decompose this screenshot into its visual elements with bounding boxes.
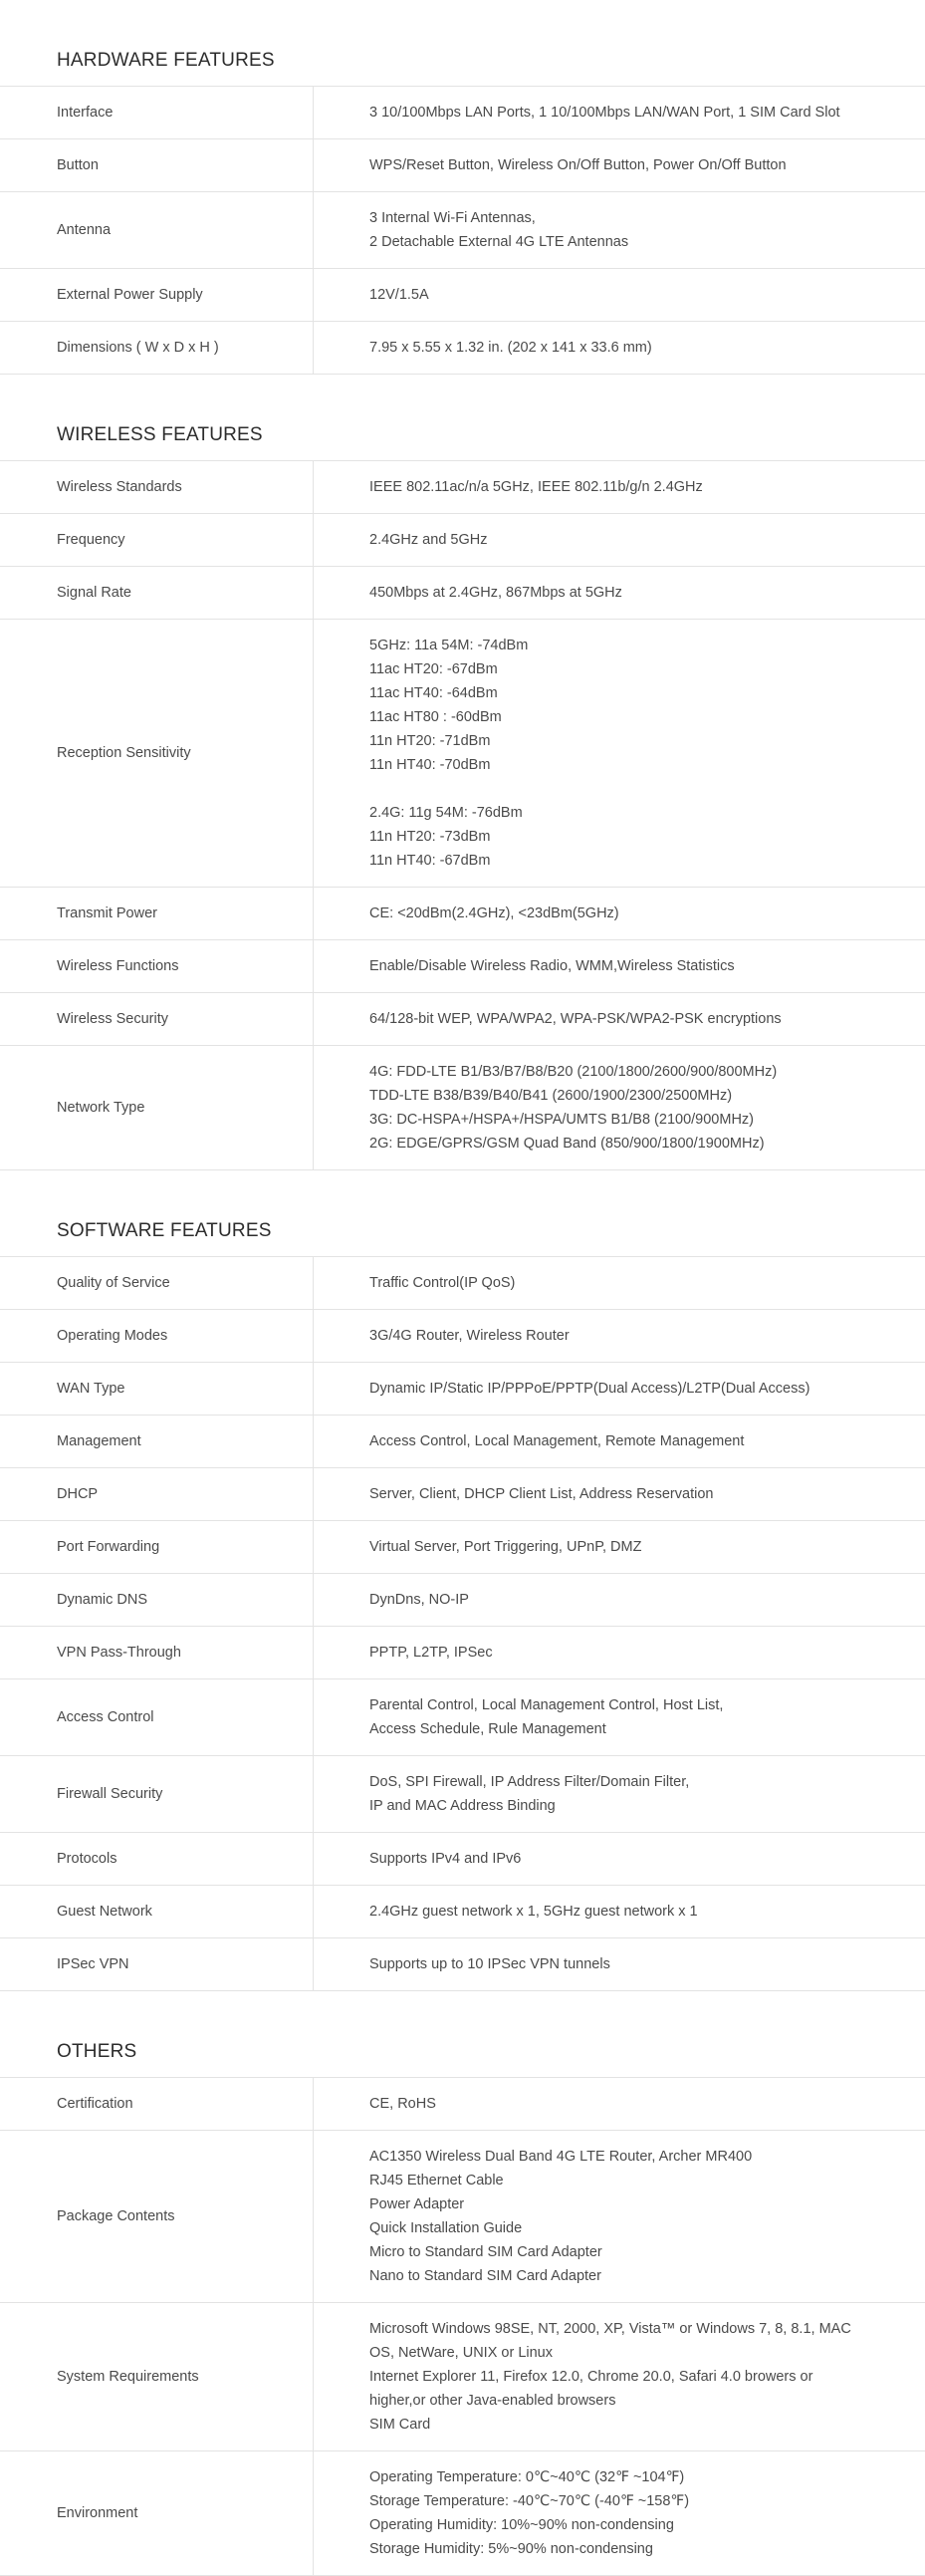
spec-row: [0, 1574, 925, 1627]
spec-value: [314, 620, 925, 887]
spec-value-line: DynDns, NO-IP: [369, 1592, 469, 1608]
spec-value-line: AC1350 Wireless Dual Band 4G LTE Router, Archer MR400: [369, 2149, 753, 2165]
spec-label: DHCP: [0, 1468, 314, 1520]
spec-value-line: Internet Explorer 11, Firefox 12.0, Chrome 20.0, Safari 4.0 browers or: [369, 2369, 813, 2385]
spec-label: Management: [0, 1416, 314, 1467]
spec-row: [0, 139, 925, 192]
spec-value-line: 3 10/100Mbps LAN Ports, 1 10/100Mbps LAN/WAN Port, 1 SIM Card Slot: [369, 105, 840, 121]
spec-value-line: Operating Humidity: 10%~90% non-condensing: [369, 2517, 674, 2533]
spec-value: [314, 2131, 925, 2302]
spec-row: [0, 269, 925, 322]
spec-value-line: Supports IPv4 and IPv6: [369, 1851, 522, 1867]
spec-value: [314, 940, 925, 992]
spec-value-line: 11n HT40: -70dBm: [369, 757, 491, 773]
section-title: HARDWARE FEATURES: [0, 0, 925, 87]
spec-label: IPSec VPN: [0, 1938, 314, 1990]
spec-row: [0, 514, 925, 567]
spec-row: [0, 2451, 925, 2576]
spec-label: Port Forwarding: [0, 1521, 314, 1573]
spec-value: [314, 1257, 925, 1309]
spec-label: Wireless Standards: [0, 461, 314, 513]
spec-value-line: Enable/Disable Wireless Radio, WMM,Wireless Statistics: [369, 958, 735, 974]
spec-value-line: 11ac HT40: -64dBm: [369, 685, 498, 701]
spec-label: Quality of Service: [0, 1257, 314, 1309]
spec-value: [314, 1679, 925, 1755]
spec-value-line: 450Mbps at 2.4GHz, 867Mbps at 5GHz: [369, 585, 622, 601]
spec-row: [0, 1416, 925, 1468]
spec-value-line: 12V/1.5A: [369, 287, 429, 303]
spec-value-line: WPS/Reset Button, Wireless On/Off Button, Power On/Off Button: [369, 157, 787, 173]
spec-value-line: 11n HT20: -71dBm: [369, 733, 491, 749]
spec-value-line: 3G: DC-HSPA+/HSPA+/HSPA/UMTS B1/B8 (2100/900MHz): [369, 1112, 754, 1128]
spec-value: [314, 1521, 925, 1573]
spec-value: [314, 1938, 925, 1990]
spec-value: [314, 1756, 925, 1832]
spec-label: Certification: [0, 2078, 314, 2130]
spec-value-line: Micro to Standard SIM Card Adapter: [369, 2244, 602, 2260]
spec-value-line: Server, Client, DHCP Client List, Address Reservation: [369, 1486, 714, 1502]
spec-value: [314, 192, 925, 268]
spec-value-line: Dynamic IP/Static IP/PPPoE/PPTP(Dual Access)/L2TP(Dual Access): [369, 1381, 810, 1397]
spec-row: [0, 192, 925, 269]
spec-label: Operating Modes: [0, 1310, 314, 1362]
spec-label: Dynamic DNS: [0, 1574, 314, 1626]
spec-row: [0, 2303, 925, 2451]
spec-section: [0, 0, 925, 375]
spec-label: Wireless Security: [0, 993, 314, 1045]
spec-label: Frequency: [0, 514, 314, 566]
spec-row: [0, 1833, 925, 1886]
spec-row: [0, 1046, 925, 1170]
spec-value-line: 11ac HT80 : -60dBm: [369, 709, 502, 725]
spec-value-line: 7.95 x 5.55 x 1.32 in. (202 x 141 x 33.6 mm): [369, 340, 652, 356]
spec-value: [314, 1310, 925, 1362]
spec-value-line: RJ45 Ethernet Cable: [369, 2173, 504, 2189]
spec-value-line: CE: <20dBm(2.4GHz), <23dBm(5GHz): [369, 905, 619, 921]
spec-section: [0, 375, 925, 1170]
spec-value: [314, 1627, 925, 1678]
spec-label: Access Control: [0, 1679, 314, 1755]
spec-row: [0, 1363, 925, 1416]
spec-value: [314, 139, 925, 191]
spec-value-line: IEEE 802.11ac/n/a 5GHz, IEEE 802.11b/g/n 2.4GHz: [369, 479, 703, 495]
spec-label: VPN Pass-Through: [0, 1627, 314, 1678]
spec-value-line: 2.4GHz guest network x 1, 5GHz guest network x 1: [369, 1904, 698, 1920]
spec-value-line: Quick Installation Guide: [369, 2220, 523, 2236]
spec-row: [0, 940, 925, 993]
spec-section: [0, 1991, 925, 2576]
spec-value-line: 11ac HT20: -67dBm: [369, 661, 498, 677]
spec-table: [0, 461, 925, 1170]
spec-value-line: 64/128-bit WEP, WPA/WPA2, WPA-PSK/WPA2-PSK encryptions: [369, 1011, 782, 1027]
spec-value-line: PPTP, L2TP, IPSec: [369, 1645, 493, 1661]
spec-value-line: 5GHz: 11a 54M: -74dBm: [369, 638, 529, 653]
spec-value-line: IP and MAC Address Binding: [369, 1798, 556, 1814]
spec-row: [0, 2131, 925, 2303]
spec-value: [314, 1468, 925, 1520]
spec-value: [314, 269, 925, 321]
spec-value-line: [369, 777, 905, 801]
spec-value: [314, 461, 925, 513]
spec-table: [0, 1257, 925, 1991]
spec-row: [0, 1468, 925, 1521]
spec-value: [314, 1574, 925, 1626]
spec-value-line: 3 Internal Wi-Fi Antennas,: [369, 210, 536, 226]
spec-value-line: 3G/4G Router, Wireless Router: [369, 1328, 570, 1344]
spec-label: Dimensions ( W x D x H ): [0, 322, 314, 374]
spec-row: [0, 1310, 925, 1363]
section-title: OTHERS: [0, 1991, 925, 2078]
spec-label: Antenna: [0, 192, 314, 268]
spec-row: [0, 620, 925, 888]
spec-value: [314, 1416, 925, 1467]
spec-value: [314, 87, 925, 138]
spec-value: [314, 1886, 925, 1937]
spec-value-line: Access Control, Local Management, Remote Management: [369, 1433, 745, 1449]
spec-table: [0, 87, 925, 375]
spec-value-line: TDD-LTE B38/B39/B40/B41 (2600/1900/2300/2500MHz): [369, 1088, 733, 1104]
spec-value-line: 2.4GHz and 5GHz: [369, 532, 488, 548]
spec-value-line: Microsoft Windows 98SE, NT, 2000, XP, Vista™ or Windows 7, 8, 8.1, MAC: [369, 2321, 851, 2337]
spec-value: [314, 993, 925, 1045]
spec-value: [314, 1833, 925, 1885]
spec-value: [314, 2451, 925, 2575]
section-title: SOFTWARE FEATURES: [0, 1170, 925, 1257]
spec-row: [0, 461, 925, 514]
spec-label: Reception Sensitivity: [0, 620, 314, 887]
spec-table: [0, 2078, 925, 2576]
spec-value-line: SIM Card: [369, 2417, 431, 2433]
spec-value-line: higher,or other Java-enabled browsers: [369, 2393, 616, 2409]
spec-row: [0, 322, 925, 375]
spec-label: External Power Supply: [0, 269, 314, 321]
spec-row: [0, 888, 925, 940]
spec-value: [314, 514, 925, 566]
spec-label: Protocols: [0, 1833, 314, 1885]
spec-label: Network Type: [0, 1046, 314, 1169]
spec-value-line: Traffic Control(IP QoS): [369, 1275, 516, 1291]
spec-value-line: Storage Humidity: 5%~90% non-condensing: [369, 2541, 653, 2557]
spec-label: WAN Type: [0, 1363, 314, 1415]
spec-row: [0, 1521, 925, 1574]
spec-label: Transmit Power: [0, 888, 314, 939]
spec-row: [0, 1257, 925, 1310]
spec-label: Firewall Security: [0, 1756, 314, 1832]
spec-row: [0, 993, 925, 1046]
spec-value-line: Virtual Server, Port Triggering, UPnP, DMZ: [369, 1539, 642, 1555]
spec-row: [0, 2078, 925, 2131]
spec-value: [314, 322, 925, 374]
spec-label: System Requirements: [0, 2303, 314, 2450]
spec-row: [0, 1679, 925, 1756]
spec-value-line: 4G: FDD-LTE B1/B3/B7/B8/B20 (2100/1800/2600/900/800MHz): [369, 1064, 778, 1080]
spec-value-line: Nano to Standard SIM Card Adapter: [369, 2268, 601, 2284]
spec-value-line: 2 Detachable External 4G LTE Antennas: [369, 234, 629, 250]
spec-label: Environment: [0, 2451, 314, 2575]
spec-value-line: 11n HT20: -73dBm: [369, 829, 491, 845]
spec-row: [0, 567, 925, 620]
spec-value-line: DoS, SPI Firewall, IP Address Filter/Domain Filter,: [369, 1774, 690, 1790]
section-title: WIRELESS FEATURES: [0, 375, 925, 461]
spec-section: [0, 1170, 925, 1991]
spec-label: Interface: [0, 87, 314, 138]
spec-value-line: CE, RoHS: [369, 2096, 436, 2112]
spec-label: Signal Rate: [0, 567, 314, 619]
spec-value: [314, 1046, 925, 1169]
spec-row: [0, 1756, 925, 1833]
spec-value-line: Access Schedule, Rule Management: [369, 1721, 606, 1737]
spec-label: Package Contents: [0, 2131, 314, 2302]
spec-value-line: Power Adapter: [369, 2196, 465, 2212]
spec-value: [314, 1363, 925, 1415]
spec-value-line: OS, NetWare, UNIX or Linux: [369, 2345, 553, 2361]
spec-value-line: 11n HT40: -67dBm: [369, 853, 491, 869]
spec-label: Guest Network: [0, 1886, 314, 1937]
spec-value-line: Storage Temperature: -40℃~70℃ (-40℉ ~158℉): [369, 2493, 690, 2509]
spec-row: [0, 87, 925, 139]
spec-value-line: 2.4G: 11g 54M: -76dBm: [369, 805, 523, 821]
spec-value-line: Parental Control, Local Management Control, Host List,: [369, 1697, 724, 1713]
spec-value: [314, 2303, 925, 2450]
spec-value: [314, 567, 925, 619]
spec-value: [314, 888, 925, 939]
spec-value-line: Operating Temperature: 0℃~40℃ (32℉ ~104℉): [369, 2469, 685, 2485]
spec-label: Button: [0, 139, 314, 191]
spec-row: [0, 1627, 925, 1679]
spec-value-line: 2G: EDGE/GPRS/GSM Quad Band (850/900/1800/1900MHz): [369, 1136, 765, 1152]
spec-value-line: Supports up to 10 IPSec VPN tunnels: [369, 1956, 610, 1972]
spec-value: [314, 2078, 925, 2130]
spec-row: [0, 1938, 925, 1991]
spec-label: Wireless Functions: [0, 940, 314, 992]
spec-row: [0, 1886, 925, 1938]
